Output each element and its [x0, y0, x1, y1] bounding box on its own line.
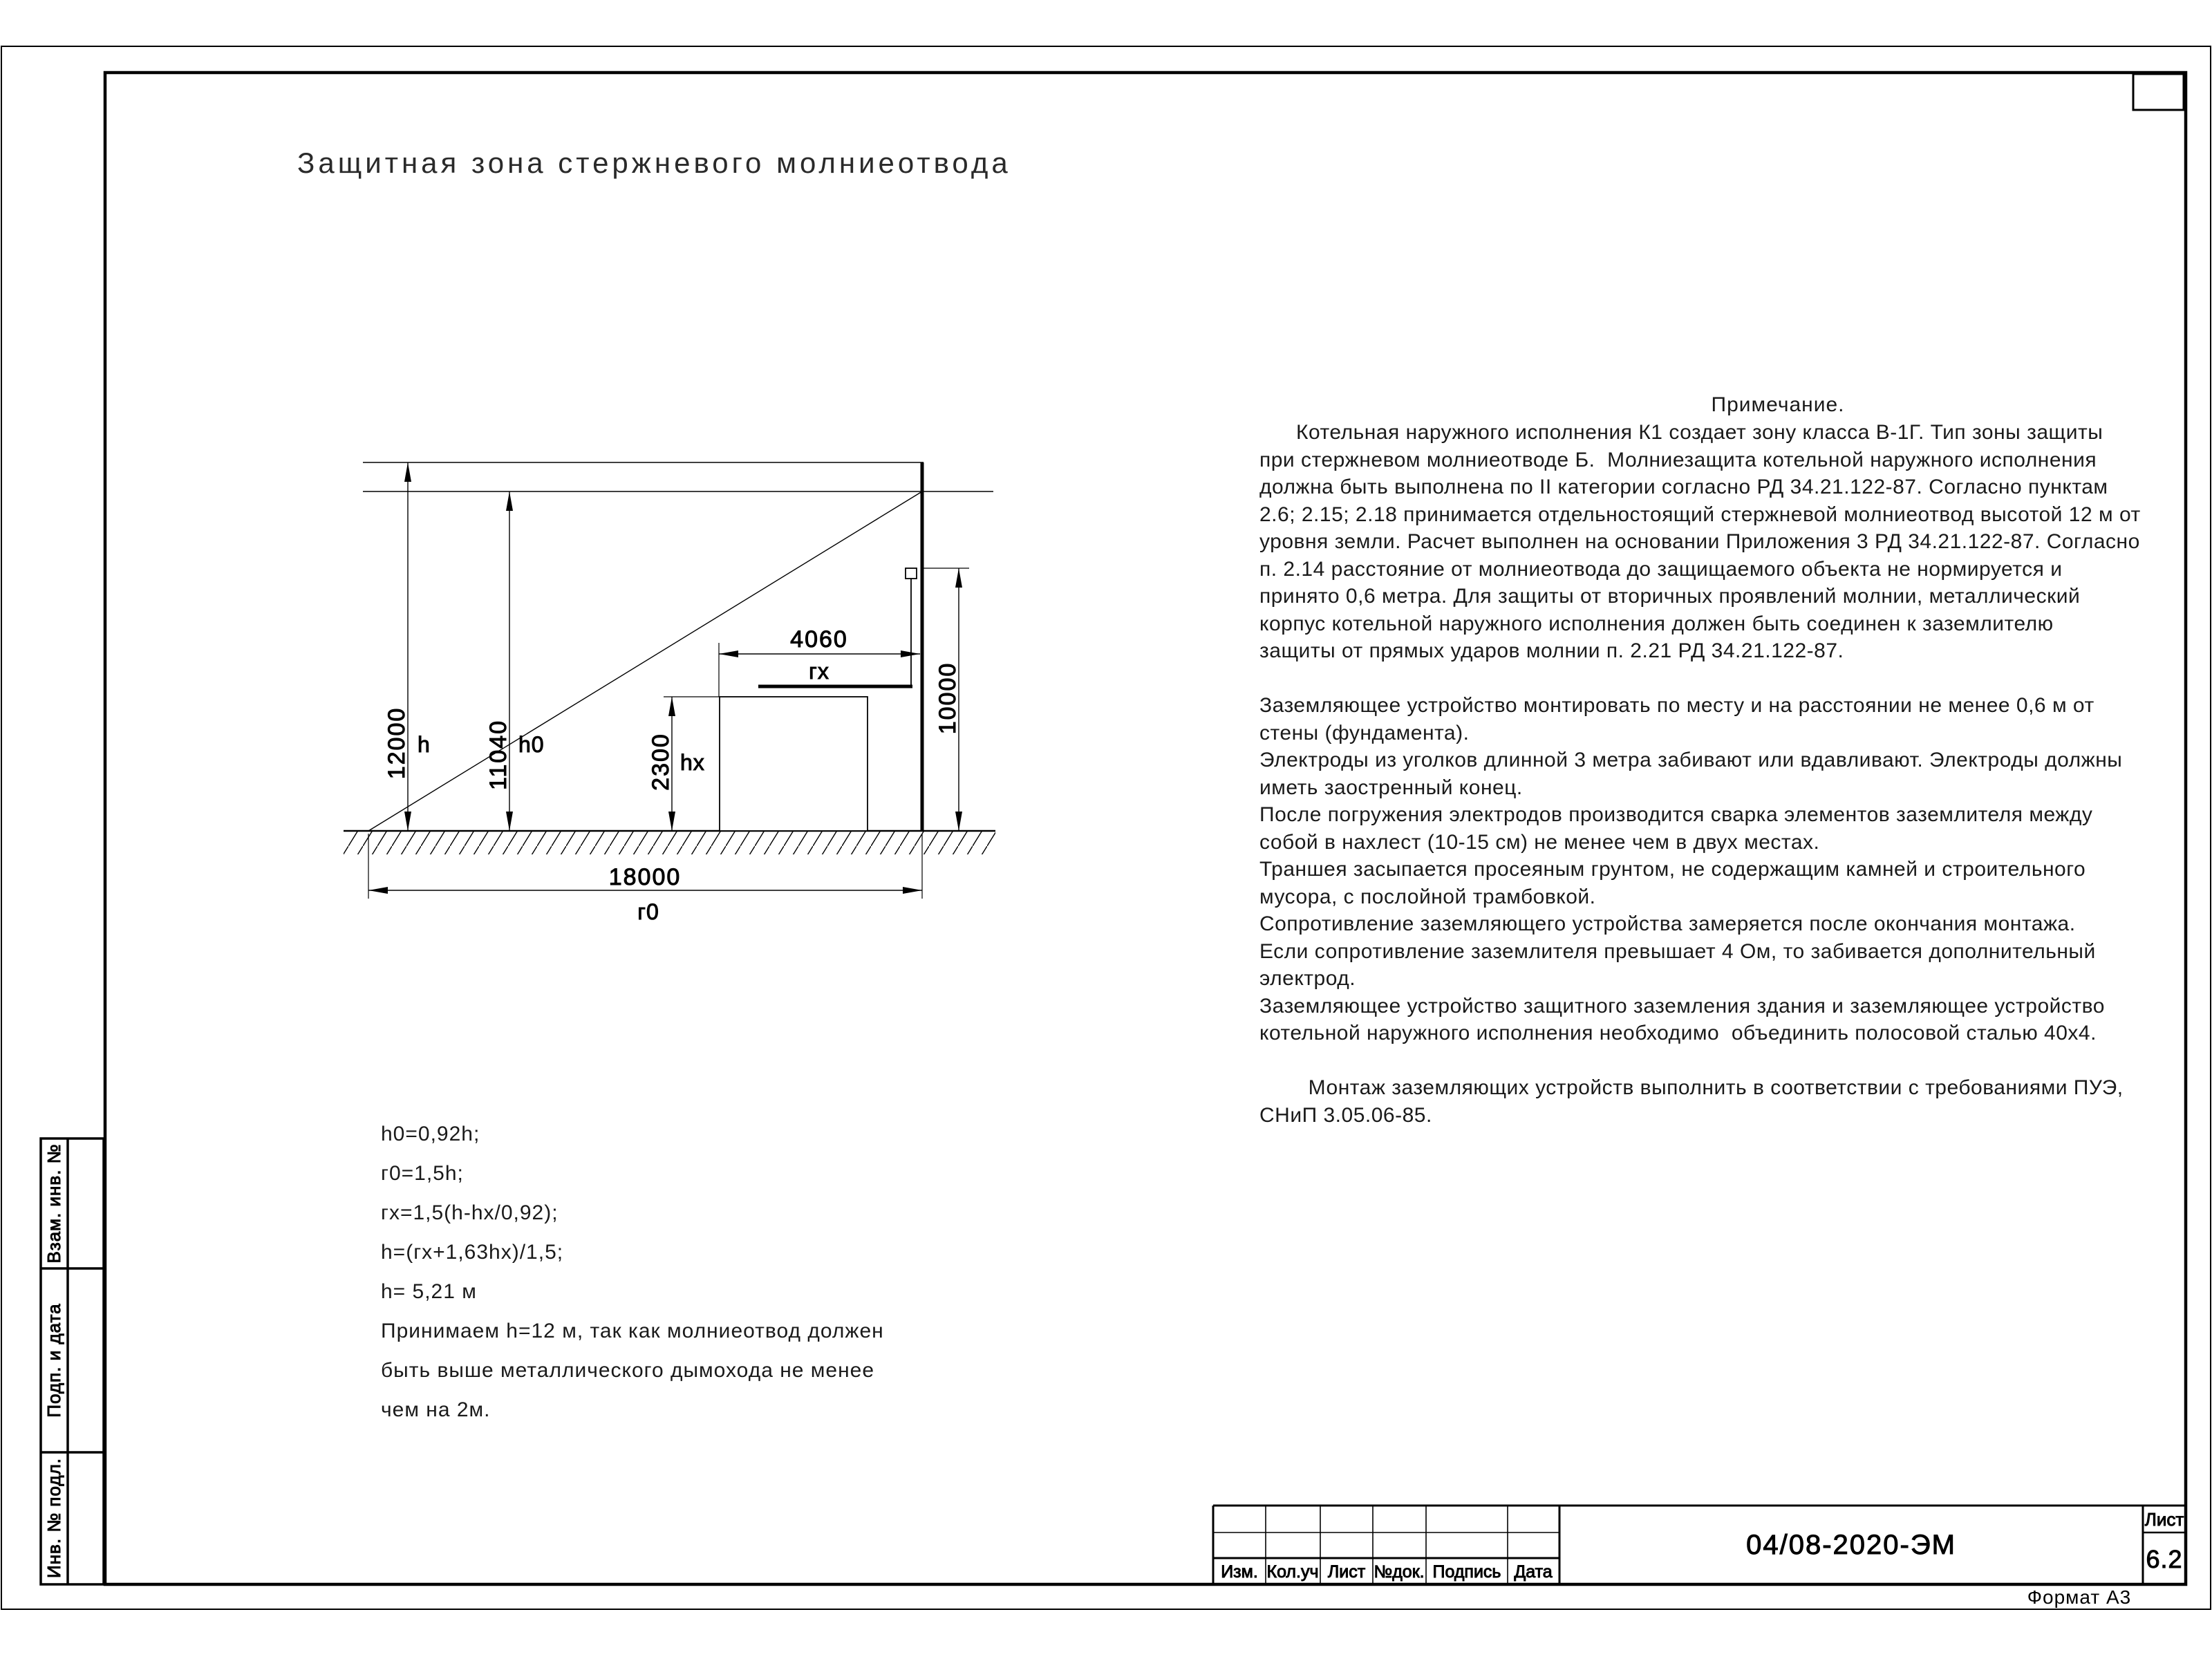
tb-col-list: Лист	[1327, 1562, 1366, 1582]
tb-col-izm: Изм.	[1221, 1562, 1258, 1582]
dim-h0	[485, 491, 545, 831]
dim-h-value: 12000	[384, 706, 410, 780]
building	[720, 697, 868, 831]
dim-rx-value: 4060	[790, 626, 848, 653]
dim-chimney-height	[924, 568, 969, 831]
formula-line: быть выше металлического дымохода не менее	[381, 1359, 875, 1382]
note-line: Сопротивление заземляющего устройства замеряется после окончания монтажа.	[1259, 912, 2076, 935]
sheet-label: Лист	[2144, 1509, 2184, 1530]
tb-col-ndok: №док.	[1374, 1562, 1425, 1582]
dim-h	[384, 462, 431, 831]
note-line: Монтаж заземляющих устройств выполнить в соответствии с требованиями ПУЭ,	[1259, 1076, 2124, 1099]
ground-hatching	[344, 832, 995, 854]
formula-line: h=(гх+1,63hx)/1,5;	[381, 1241, 564, 1264]
note-line: СНиП 3.05.06-85.	[1259, 1103, 1432, 1127]
notes-heading: Примечание.	[1711, 393, 1845, 416]
dim-h-label: h	[418, 732, 431, 757]
note-line: стены (фундамента).	[1259, 721, 1470, 744]
document-number: 04/08-2020-ЭМ	[1746, 1530, 1956, 1560]
formulas-block	[381, 1114, 1003, 1430]
chimney-cap	[906, 568, 917, 579]
note-line: мусора, с послойной трамбовкой.	[1259, 885, 1596, 908]
dim-r0-label: г0	[637, 899, 659, 924]
note-line: п. 2.14 расстояние от молниеотвода до защищаемого объекта не нормируется и	[1259, 557, 2063, 581]
note-line: корпус котельной наружного исполнения должен быть соединен к заземлителю	[1259, 612, 2054, 635]
dim-hx	[648, 697, 720, 831]
note-line: Заземляющее устройство защитного заземления здания и заземляющее устройство	[1259, 994, 2105, 1018]
note-line: После погружения электродов производится сварка элементов заземлителя между	[1259, 803, 2093, 826]
note-line: при стержневом молниеотводе Б. Молниезащита котельной наружного исполнения	[1259, 448, 2097, 471]
formula-line: Принимаем h=12 м, так как молниеотвод должен	[381, 1320, 884, 1342]
note-line: Если сопротивление заземлителя превышает 4 Ом, то забивается дополнительный	[1259, 939, 2096, 963]
note-line: Котельная наружного исполнения К1 создает зону класса В-1Г. Тип зоны защиты	[1259, 421, 2103, 444]
formula-line: h0=0,92h;	[381, 1123, 480, 1145]
formula-line: h= 5,21 м	[381, 1280, 477, 1303]
note-line	[1259, 1047, 2179, 1075]
note-line: иметь заостренный конец.	[1259, 776, 1523, 799]
dim-r0-value: 18000	[608, 864, 682, 890]
tb-col-koluch: Кол.уч	[1266, 1562, 1319, 1582]
note-line: уровня земли. Расчет выполнен на основании Приложения 3 РД 34.21.122-87. Согласно	[1259, 530, 2140, 553]
dim-hx-label: hx	[680, 750, 705, 775]
stamp-label-podp: Подп. и дата	[44, 1303, 64, 1418]
tb-col-podpis: Подпись	[1432, 1562, 1501, 1582]
format-label: Формат А3	[2027, 1586, 2132, 1608]
dim-rx-label: гх	[809, 659, 830, 684]
dim-h0-value: 11040	[485, 719, 512, 791]
side-stamp	[41, 1138, 104, 1584]
note-line: должна быть выполнена по II категории согласно РД 34.21.122-87. Согласно пунктам	[1259, 476, 2108, 498]
sheet-number: 6.2	[2146, 1545, 2183, 1573]
dim-chimney-value: 10000	[935, 662, 961, 735]
formula-line: чем на 2м.	[381, 1398, 491, 1421]
dim-h0-label: h0	[518, 732, 545, 757]
note-line: Заземляющее устройство монтировать по месту и на расстоянии не менее 0,6 м от	[1259, 694, 2094, 717]
note-line: собой в нахлест (10-15 см) не менее чем в двух местах.	[1259, 830, 1820, 854]
note-line: электрод.	[1259, 967, 1356, 990]
formula-line: г0=1,5h;	[381, 1162, 464, 1185]
note-line: защиты от прямых ударов молнии п. 2.21 РД 34.21.122-87.	[1259, 639, 1844, 662]
drawing-title: Защитная зона стержневого молниеотвода	[297, 147, 1011, 179]
note-line: котельной наружного исполнения необходимо объединить полосовой сталью 40х4.	[1259, 1022, 2097, 1044]
formula-line: гх=1,5(h-hx/0,92);	[381, 1201, 559, 1224]
title-block	[1213, 1506, 2186, 1584]
stamp-label-inv: Инв. № подл.	[44, 1458, 64, 1578]
note-line: принято 0,6 метра. Для защиты от вторичных проявлений молнии, металлический	[1259, 585, 2081, 608]
notes-block	[1259, 391, 2179, 1129]
protection-zone-diagram	[344, 462, 995, 924]
note-line: 2.6; 2.15; 2.18 принимается отдельностоящий стержневой молниеотвод высотой 12 м от	[1259, 503, 2141, 526]
note-line	[1259, 665, 2179, 693]
note-line: Траншея засыпается просеяным грунтом, не содержащим камней и строительного	[1259, 858, 2086, 881]
stamp-label-vzam: Взам. инв. №	[44, 1143, 64, 1264]
tb-col-data: Дата	[1514, 1562, 1553, 1582]
top-right-stamp-box	[2133, 74, 2184, 110]
dim-hx-value: 2300	[648, 733, 674, 791]
note-line: Электроды из уголков длинной 3 метра забивают или вдавливают. Электроды должны	[1259, 749, 2123, 771]
